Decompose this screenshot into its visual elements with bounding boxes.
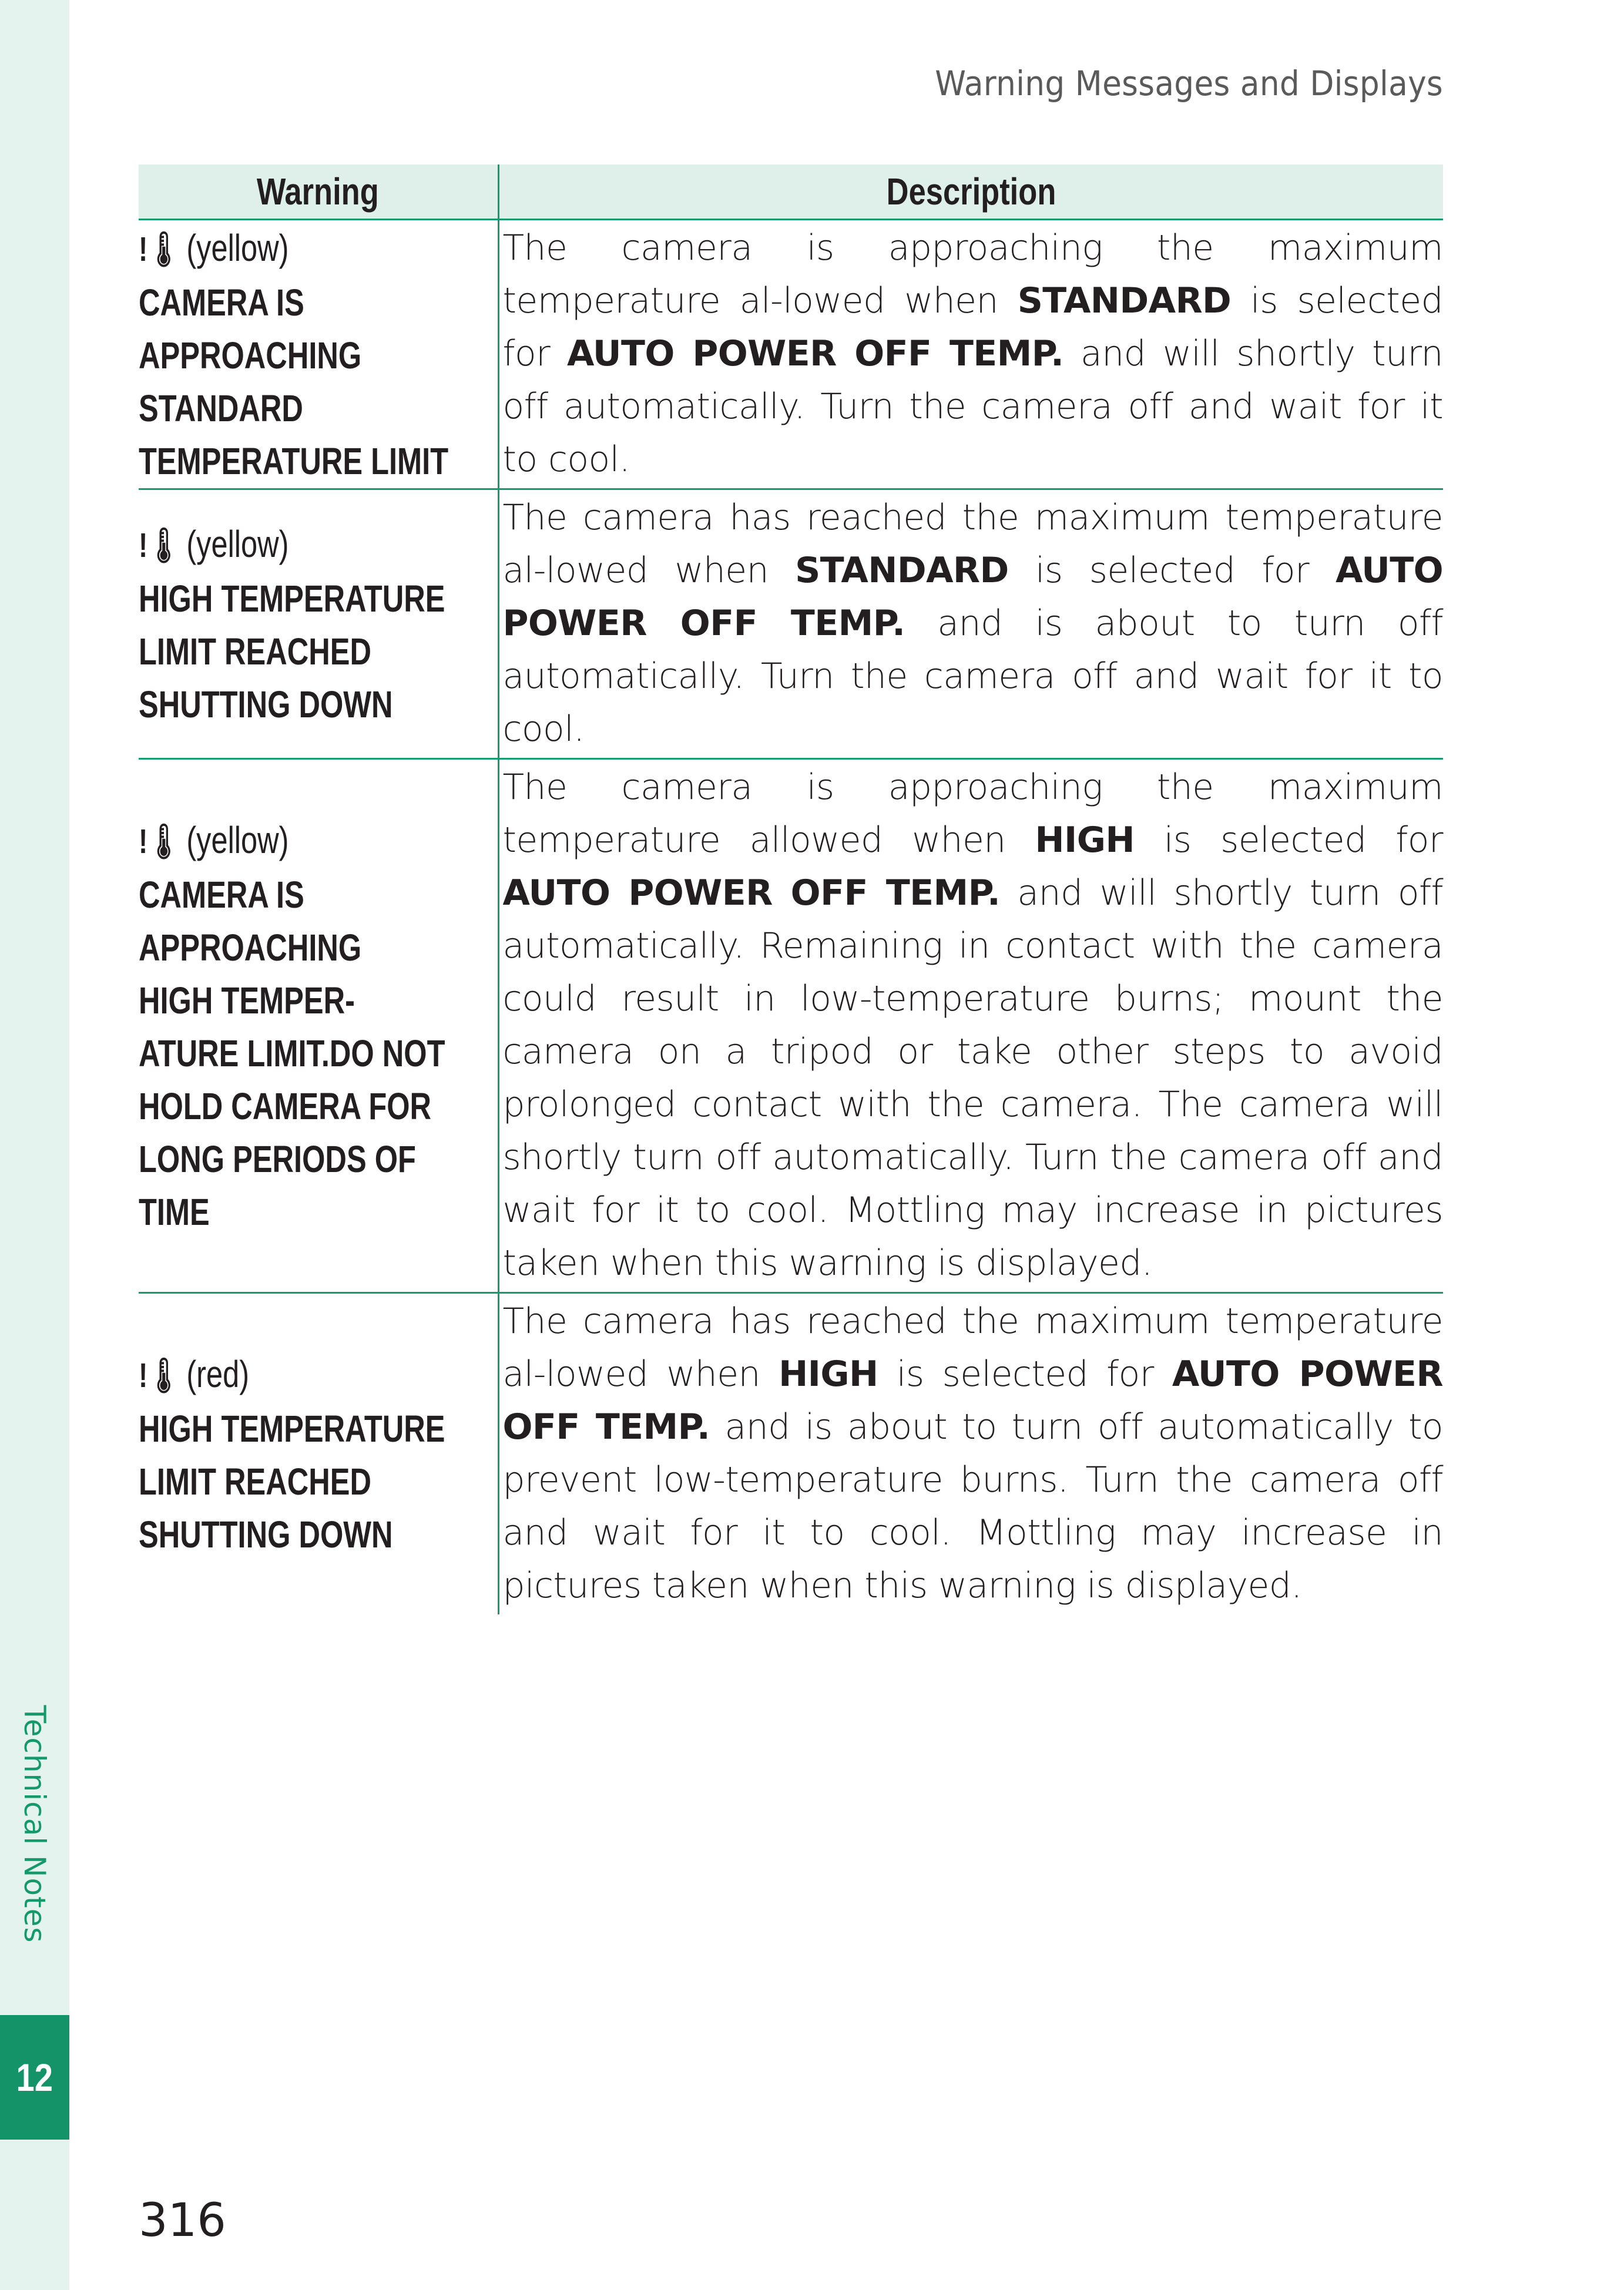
description-cell (498, 489, 1443, 759)
setting-name: HIGH (1035, 820, 1135, 861)
icon-color-label: (yellow) (186, 226, 289, 269)
warning-message-line: TEMPERATURE LIMIT (139, 439, 449, 482)
setting-name: STANDARD (795, 550, 1009, 591)
description-text: is selected for (502, 280, 1443, 374)
warning-message-line: HIGH TEMPERATURE (139, 1407, 445, 1450)
icon-color-label: (yellow) (186, 818, 289, 861)
warning-cell (139, 1293, 498, 1615)
description-text: is selected for (878, 1354, 1172, 1395)
description-text: and is about to turn off automatically to prevent low-temperature burns. Turn the camera off and wait for it to cool. Mottling may increase in pictures taken when this warning is displayed. (502, 1406, 1444, 1606)
running-head: Warning Messages and Displays (935, 63, 1443, 103)
setting-name: AUTO POWER OFF TEMP. (502, 550, 1443, 644)
temperature-warning-icon: !🌡 (139, 822, 180, 861)
warning-message-line: LIMIT REACHED (139, 1460, 372, 1503)
chapter-tab (0, 2015, 69, 2140)
table-body (139, 220, 1443, 1615)
section-label: Technical Notes (18, 1705, 52, 1943)
table-row (139, 220, 1443, 489)
temperature-warning-icon: !🌡 (139, 230, 180, 268)
description-text: The camera is approaching the maximum temperature allowed when (502, 767, 1443, 861)
warning-message-line: STANDARD (139, 387, 303, 429)
warning-cell (139, 220, 498, 489)
description-text: and will shortly turn off automatically. Turn the camera off and wait for it to cool. (502, 333, 1443, 480)
warning-table (139, 164, 1443, 1614)
description-text: and will shortly turn off automatically. Remaining in contact with the camera could result in low-temperature burns; mount the camera on a tripod or take other steps to avoid prolonged contact with the camera. The camera will shortly turn off automatically. Turn the camera off and wait for it to cool. Mottling may increase in pictures taken when this warning is displayed. (502, 872, 1443, 1284)
table-row (139, 759, 1443, 1293)
page-number: 316 (139, 2194, 226, 2247)
warning-message-line: LONG PERIODS OF TIME (139, 1137, 416, 1233)
description-cell (498, 759, 1443, 1293)
warning-column-header: Warning (139, 164, 498, 220)
setting-name: AUTO POWER OFF TEMP. (502, 872, 1001, 914)
description-text: The camera is approaching the maximum temperature al-lowed when (502, 227, 1443, 321)
table-header-row (139, 164, 1443, 220)
description-text: The camera has reached the maximum temperature al-lowed when (502, 497, 1443, 591)
warning-cell (139, 759, 498, 1293)
description-text: is selected for (1135, 820, 1443, 861)
table-row (139, 1293, 1443, 1615)
description-cell (498, 220, 1443, 489)
description-column-header: Description (498, 164, 1443, 220)
icon-color-label: (yellow) (186, 522, 289, 565)
side-strip (0, 0, 69, 2290)
warning-message-line: HIGH TEMPER- (139, 979, 355, 1022)
icon-color-label: (red) (186, 1352, 250, 1395)
warning-message-line: ATURE LIMIT.DO NOT (139, 1032, 445, 1075)
chapter-number: 12 (16, 2056, 53, 2099)
warning-cell (139, 489, 498, 759)
description-text: The camera has reached the maximum temperature al-lowed when (502, 1301, 1443, 1395)
warning-message-line: HOLD CAMERA FOR (139, 1084, 432, 1127)
temperature-warning-icon: !🌡 (139, 1356, 180, 1395)
warning-message-line: CAMERA IS APPROACHING (139, 873, 362, 969)
warning-message-line: LIMIT REACHED (139, 630, 372, 673)
setting-name: AUTO POWER OFF TEMP. (566, 333, 1064, 374)
setting-name: AUTO POWER OFF TEMP. (502, 1354, 1444, 1448)
setting-name: HIGH (779, 1354, 878, 1395)
warning-message-line: SHUTTING DOWN (139, 683, 393, 726)
warning-message-line: SHUTTING DOWN (139, 1513, 393, 1556)
temperature-warning-icon: !🌡 (139, 526, 180, 565)
description-text: is selected for (1008, 550, 1336, 591)
description-text: and is about to turn off automatically. Turn the camera off and wait for it to cool. (502, 603, 1443, 750)
table-row (139, 489, 1443, 759)
description-cell (498, 1293, 1443, 1615)
warning-message-line: HIGH TEMPERATURE (139, 577, 445, 620)
setting-name: STANDARD (1017, 280, 1232, 321)
warning-message-line: CAMERA IS APPROACHING (139, 281, 362, 377)
